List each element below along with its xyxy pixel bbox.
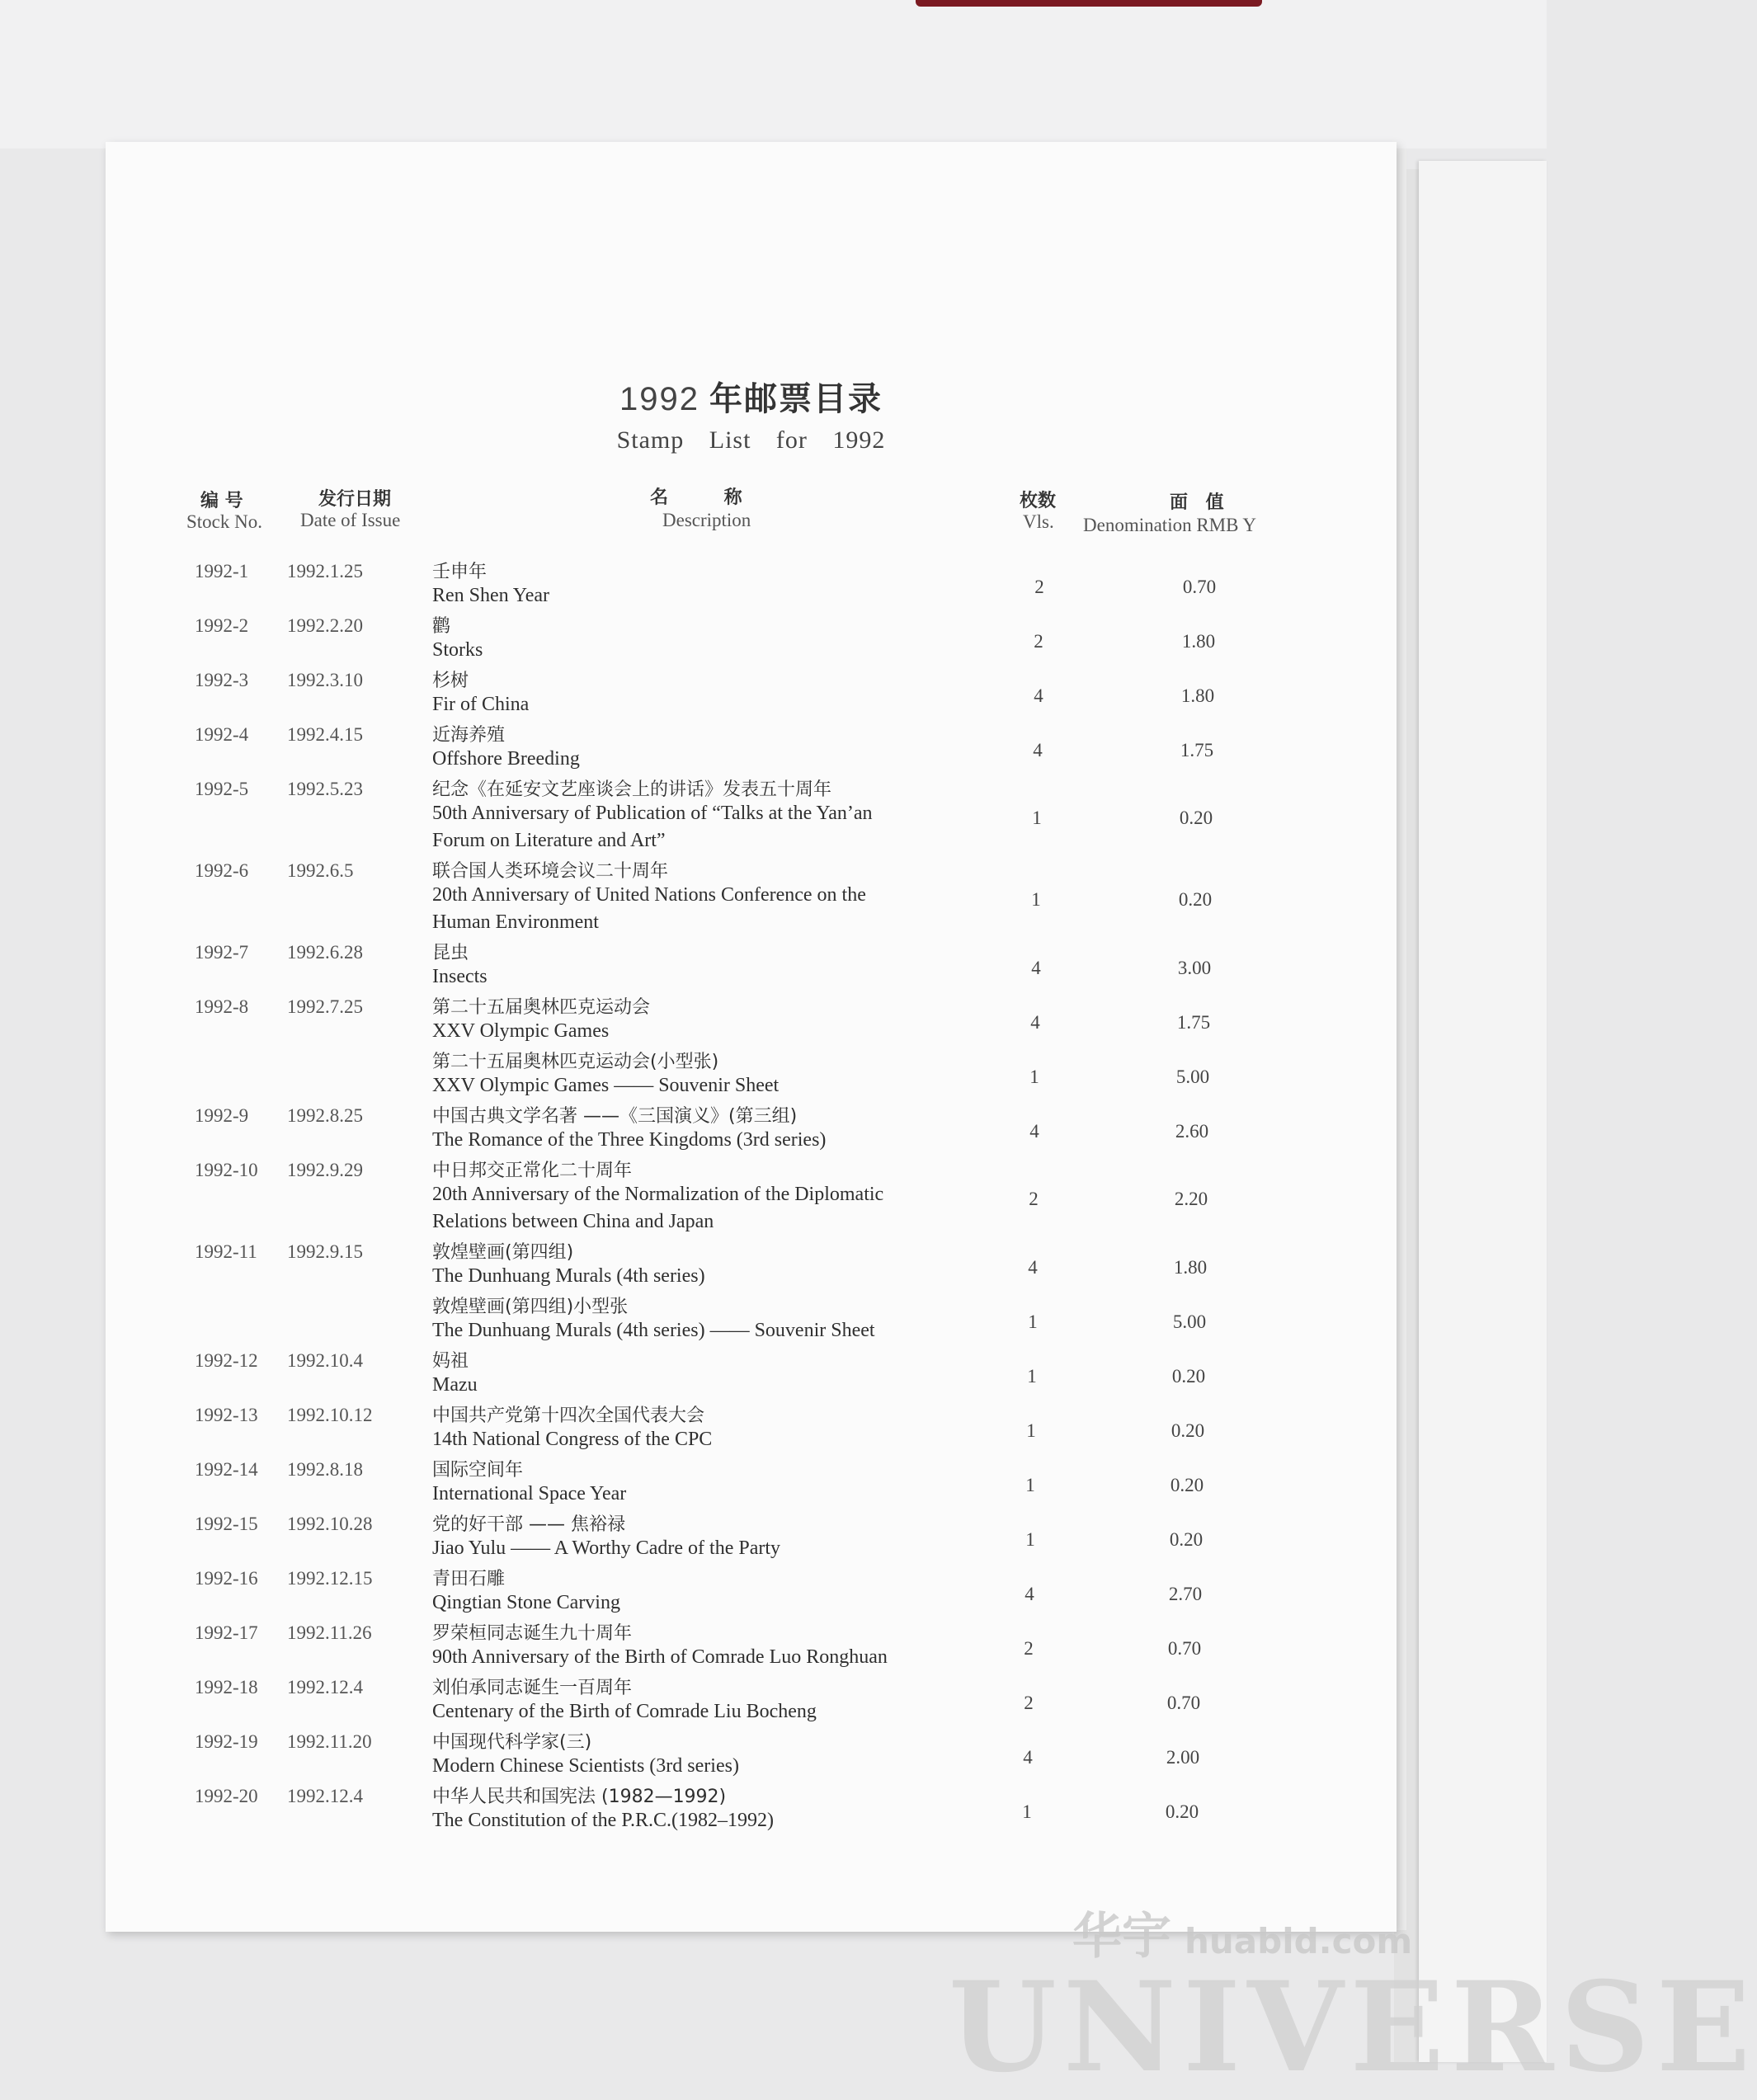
description-cn: 中国现代科学家(三) bbox=[432, 1732, 592, 1753]
value-count: 2 bbox=[1034, 577, 1044, 597]
adjacent-page bbox=[1419, 161, 1547, 2062]
description-en: 20th Anniversary of the Normalization of the Diplomatic bbox=[432, 1184, 884, 1205]
description-en: Qingtian Stone Carving bbox=[432, 1592, 620, 1613]
denomination: 0.20 bbox=[1171, 1366, 1206, 1387]
value-count: 1 bbox=[1026, 1420, 1036, 1441]
stock-number: 1992-20 bbox=[195, 1786, 258, 1806]
stock-number: 1992-14 bbox=[195, 1459, 258, 1480]
description-en: 20th Anniversary of United Nations Conference on the bbox=[432, 884, 866, 906]
description-cn: 国际空间年 bbox=[432, 1460, 524, 1481]
stock-number: 1992-13 bbox=[195, 1405, 258, 1425]
issue-date: 1992.2.20 bbox=[287, 615, 363, 636]
watermark-word: UNIVERSE bbox=[949, 1955, 1757, 2100]
description-cn: 敦煌壁画(第四组)小型张 bbox=[432, 1297, 629, 1317]
issue-date: 1992.5.23 bbox=[287, 779, 363, 799]
book-cover-strip bbox=[916, 0, 1262, 7]
value-count: 1 bbox=[1027, 1366, 1037, 1387]
denomination: 0.20 bbox=[1178, 889, 1213, 910]
denomination: 1.75 bbox=[1176, 1012, 1211, 1033]
description-cn: 第二十五届奥林匹克运动会(小型张) bbox=[432, 1052, 719, 1072]
denomination: 0.20 bbox=[1171, 1420, 1205, 1441]
stock-number: 1992-8 bbox=[195, 996, 249, 1017]
stock-number: 1992-6 bbox=[195, 860, 249, 881]
description-en: Fir of China bbox=[432, 694, 530, 715]
description-en: Insects bbox=[432, 966, 488, 987]
value-count: 1 bbox=[1032, 808, 1042, 828]
stock-number: 1992-4 bbox=[195, 724, 249, 745]
value-count: 4 bbox=[1034, 685, 1043, 706]
description-en: Modern Chinese Scientists (3rd series) bbox=[432, 1755, 739, 1777]
description-cn: 纪念《在延安文艺座谈会上的讲话》发表五十周年 bbox=[432, 779, 832, 800]
description-en: 14th National Congress of the CPC bbox=[432, 1429, 713, 1450]
value-count: 4 bbox=[1025, 1584, 1034, 1604]
description-en: Offshore Breeding bbox=[432, 748, 580, 770]
denomination: 0.20 bbox=[1170, 1475, 1204, 1495]
stock-number: 1992-1 bbox=[195, 561, 249, 582]
stock-number: 1992-16 bbox=[195, 1568, 258, 1589]
header-stock-no-cn: 编 号 bbox=[200, 491, 243, 511]
issue-date: 1992.3.10 bbox=[287, 670, 363, 690]
description-en: 50th Anniversary of Publication of “Talks at the Yan’an bbox=[432, 803, 873, 824]
description-en: 90th Anniversary of the Birth of Comrade Luo Ronghuan bbox=[432, 1646, 888, 1668]
header-den-cn: 面 值 bbox=[1170, 492, 1224, 513]
description-cn: 昆虫 bbox=[432, 943, 469, 963]
page-spine bbox=[1397, 148, 1406, 1930]
stock-number: 1992-12 bbox=[195, 1350, 258, 1371]
denomination: 1.80 bbox=[1180, 685, 1215, 706]
header-vls-cn: 枚数 bbox=[1020, 491, 1057, 511]
stock-number: 1992-10 bbox=[195, 1160, 258, 1180]
page-title-cn bbox=[106, 373, 1397, 420]
description-cn: 第二十五届奥林匹克运动会 bbox=[432, 997, 651, 1018]
stock-number: 1992-2 bbox=[195, 615, 249, 636]
denomination: 0.70 bbox=[1166, 1693, 1201, 1713]
description-en: The Dunhuang Murals (4th series) —— Souvenir Sheet bbox=[432, 1320, 875, 1341]
header-date-cn: 发行日期 bbox=[318, 489, 392, 510]
description-en: Mazu bbox=[432, 1374, 478, 1396]
stock-number: 1992-3 bbox=[195, 670, 249, 690]
denomination: 1.75 bbox=[1180, 740, 1214, 760]
issue-date: 1992.11.26 bbox=[287, 1622, 372, 1643]
description-cn: 罗荣桓同志诞生九十周年 bbox=[432, 1623, 633, 1644]
denomination: 0.70 bbox=[1182, 577, 1217, 597]
value-count: 1 bbox=[1031, 889, 1041, 910]
denomination: 1.80 bbox=[1181, 631, 1216, 652]
description-en: Forum on Literature and Art” bbox=[432, 830, 666, 851]
denomination: 2.60 bbox=[1175, 1121, 1209, 1142]
issue-date: 1992.10.4 bbox=[287, 1350, 363, 1371]
value-count: 1 bbox=[1028, 1311, 1038, 1332]
description-cn: 杉树 bbox=[432, 671, 469, 691]
denomination: 2.70 bbox=[1168, 1584, 1203, 1604]
header-vls-en: Vls. bbox=[1023, 511, 1054, 532]
description-en: The Constitution of the P.R.C.(1982–1992) bbox=[432, 1810, 774, 1831]
header-desc-en: Description bbox=[662, 510, 751, 530]
value-count: 2 bbox=[1029, 1189, 1039, 1209]
issue-date: 1992.12.4 bbox=[287, 1677, 363, 1697]
denomination: 0.20 bbox=[1165, 1801, 1199, 1822]
denomination: 0.20 bbox=[1179, 808, 1213, 828]
issue-date: 1992.10.12 bbox=[287, 1405, 373, 1425]
denomination: 0.20 bbox=[1169, 1529, 1204, 1550]
issue-date: 1992.8.18 bbox=[287, 1459, 363, 1480]
value-count: 4 bbox=[1028, 1257, 1038, 1278]
description-en: International Space Year bbox=[432, 1483, 627, 1504]
stock-number: 1992-7 bbox=[195, 942, 249, 963]
value-count: 4 bbox=[1029, 1121, 1039, 1142]
watermark-brand-cn: 华宇 bbox=[1072, 1908, 1171, 1966]
background-surface bbox=[0, 0, 1547, 148]
value-count: 4 bbox=[1023, 1747, 1033, 1768]
issue-date: 1992.1.25 bbox=[287, 561, 363, 582]
title-year: 1992 bbox=[619, 381, 700, 417]
value-count: 2 bbox=[1024, 1638, 1034, 1659]
value-count: 1 bbox=[1025, 1475, 1035, 1495]
issue-date: 1992.8.25 bbox=[287, 1105, 363, 1126]
description-en: Relations between China and Japan bbox=[432, 1211, 714, 1232]
description-en: XXV Olympic Games —— Souvenir Sheet bbox=[432, 1075, 780, 1096]
stock-number: 1992-15 bbox=[195, 1514, 258, 1534]
issue-date: 1992.7.25 bbox=[287, 996, 363, 1017]
description-cn: 近海养殖 bbox=[432, 725, 506, 746]
description-en: Ren Shen Year bbox=[432, 585, 549, 606]
description-en: Centenary of the Birth of Comrade Liu Bocheng bbox=[432, 1701, 817, 1722]
value-count: 1 bbox=[1025, 1529, 1035, 1550]
page-title-en: Stamp List for 1992 bbox=[616, 426, 886, 454]
value-count: 1 bbox=[1022, 1801, 1032, 1822]
stock-number: 1992-11 bbox=[195, 1241, 257, 1262]
description-en: The Romance of the Three Kingdoms (3rd series) bbox=[432, 1129, 827, 1151]
description-en: Storks bbox=[432, 639, 483, 661]
description-en: Jiao Yulu —— A Worthy Cadre of the Party bbox=[432, 1537, 781, 1559]
header-date-en: Date of Issue bbox=[300, 510, 401, 530]
denomination: 1.80 bbox=[1173, 1257, 1208, 1278]
catalog-page bbox=[106, 142, 1397, 1932]
description-cn: 妈祖 bbox=[432, 1351, 469, 1372]
header-desc-cn: 名 称 bbox=[650, 487, 742, 508]
issue-date: 1992.6.28 bbox=[287, 942, 363, 963]
value-count: 4 bbox=[1033, 740, 1043, 760]
denomination: 2.20 bbox=[1174, 1189, 1208, 1209]
description-cn: 壬申年 bbox=[432, 562, 488, 582]
watermark-url: huabid.com bbox=[1185, 1921, 1413, 1961]
denomination: 3.00 bbox=[1177, 958, 1212, 978]
stock-number: 1992-9 bbox=[195, 1105, 249, 1126]
issue-date: 1992.4.15 bbox=[287, 724, 363, 745]
description-cn: 敦煌壁画(第四组) bbox=[432, 1242, 574, 1263]
stock-number: 1992-18 bbox=[195, 1677, 258, 1697]
description-cn: 鹳 bbox=[432, 616, 451, 637]
value-count: 2 bbox=[1024, 1693, 1034, 1713]
value-count: 4 bbox=[1030, 1012, 1040, 1033]
issue-date: 1992.6.5 bbox=[287, 860, 354, 881]
description-en: XXV Olympic Games bbox=[432, 1020, 610, 1042]
description-cn: 中日邦交正常化二十周年 bbox=[432, 1161, 633, 1181]
value-count: 1 bbox=[1029, 1066, 1039, 1087]
description-cn: 党的好干部 —— 焦裕禄 bbox=[432, 1514, 625, 1535]
title-cn-text: 年邮票目录 bbox=[709, 380, 883, 418]
stock-number: 1992-5 bbox=[195, 779, 249, 799]
value-count: 4 bbox=[1031, 958, 1041, 978]
description-cn: 中国共产党第十四次全国代表大会 bbox=[432, 1405, 705, 1426]
issue-date: 1992.9.29 bbox=[287, 1160, 363, 1180]
description-cn: 中国古典文学名著 ——《三国演义》(第三组) bbox=[432, 1106, 798, 1127]
issue-date: 1992.12.15 bbox=[287, 1568, 373, 1589]
header-stock-no-en: Stock No. bbox=[186, 511, 262, 532]
header-den-en: Denomination RMB Y bbox=[1083, 515, 1256, 535]
description-cn: 刘伯承同志诞生一百周年 bbox=[432, 1678, 633, 1698]
description-cn: 青田石雕 bbox=[432, 1569, 506, 1589]
stock-number: 1992-19 bbox=[195, 1731, 258, 1752]
denomination: 2.00 bbox=[1166, 1747, 1200, 1768]
value-count: 2 bbox=[1034, 631, 1043, 652]
issue-date: 1992.10.28 bbox=[287, 1514, 373, 1534]
description-en: The Dunhuang Murals (4th series) bbox=[432, 1265, 705, 1287]
description-cn: 中华人民共和国宪法 (1982—1992) bbox=[432, 1787, 727, 1807]
denomination: 5.00 bbox=[1172, 1311, 1207, 1332]
denomination: 5.00 bbox=[1175, 1066, 1210, 1087]
issue-date: 1992.11.20 bbox=[287, 1731, 372, 1752]
stock-number: 1992-17 bbox=[195, 1622, 258, 1643]
denomination: 0.70 bbox=[1167, 1638, 1202, 1659]
description-cn: 联合国人类环境会议二十周年 bbox=[432, 861, 669, 882]
issue-date: 1992.9.15 bbox=[287, 1241, 363, 1262]
issue-date: 1992.12.4 bbox=[287, 1786, 363, 1806]
description-en: Human Environment bbox=[432, 911, 599, 933]
